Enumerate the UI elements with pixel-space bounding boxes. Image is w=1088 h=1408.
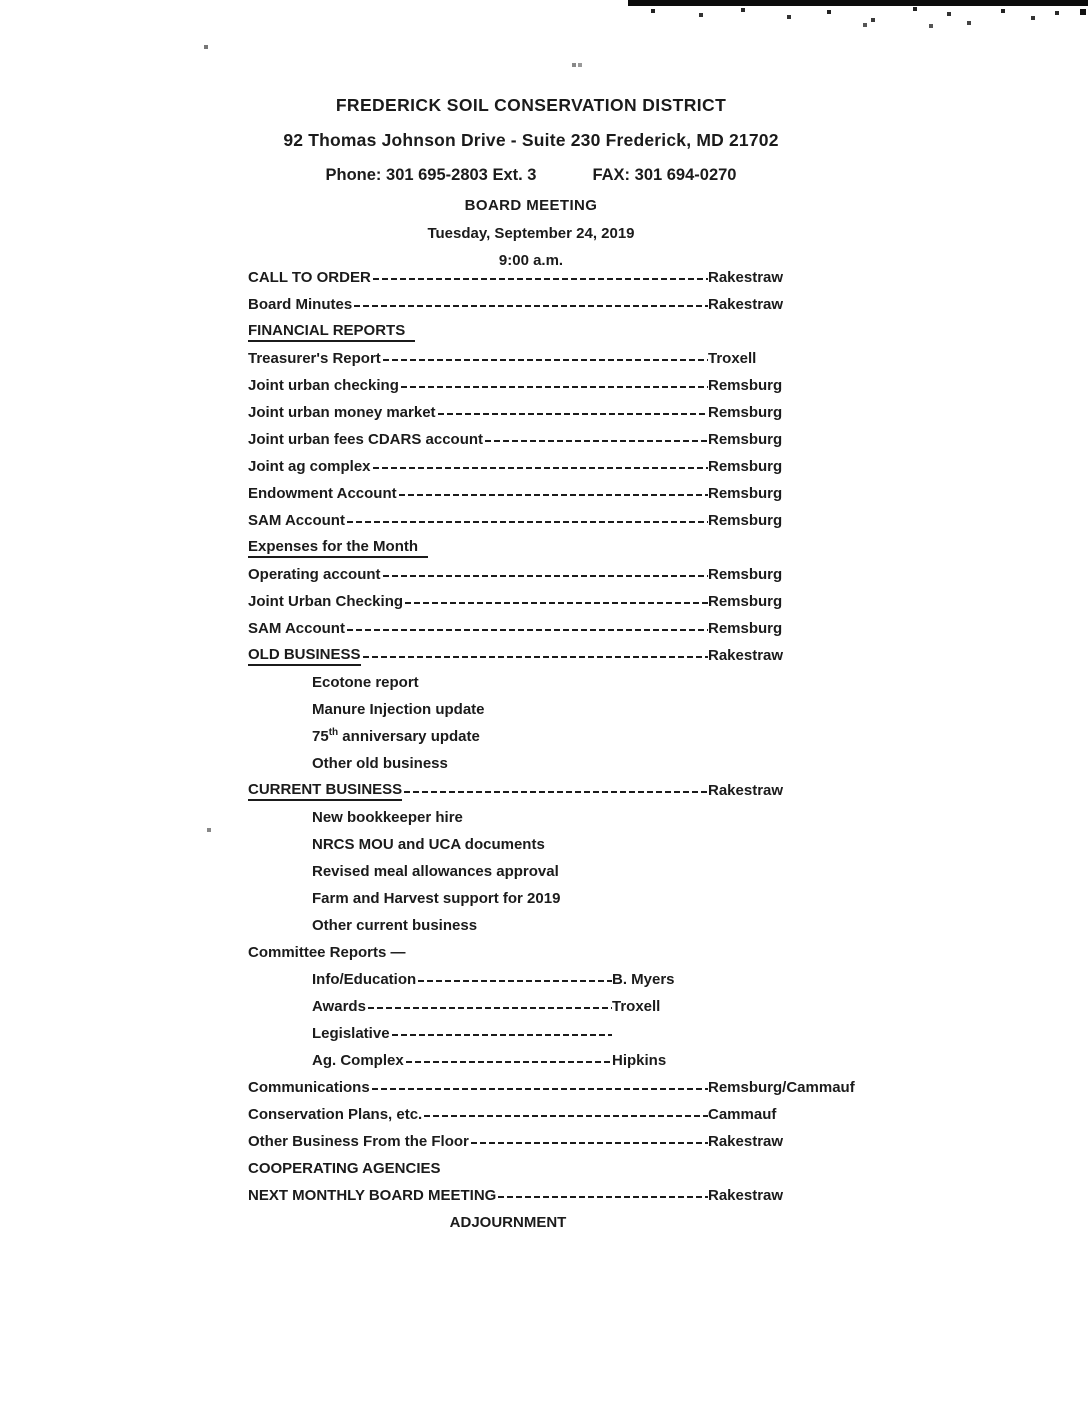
agenda-item-label: Conservation Plans, etc. xyxy=(248,1106,423,1123)
agenda-subitem-label: Other current business xyxy=(312,917,478,934)
agenda-line xyxy=(248,264,868,291)
agenda-lead xyxy=(248,646,708,666)
agenda-line xyxy=(248,885,868,912)
assignee-name: Cammauf xyxy=(708,1106,777,1123)
agenda-lead xyxy=(248,1187,708,1204)
agenda-lead xyxy=(312,1025,612,1042)
dashed-leader xyxy=(363,656,708,658)
agenda-lead xyxy=(312,998,612,1015)
agenda-lead xyxy=(248,485,708,502)
agenda-item-label: NEXT MONTHLY BOARD MEETING xyxy=(248,1187,497,1204)
agenda-item-label: Joint urban checking xyxy=(248,377,399,394)
agenda-line xyxy=(248,588,868,615)
agenda-subitem-label: Manure Injection update xyxy=(312,701,485,718)
contact-line xyxy=(0,158,1062,192)
adjournment-label: ADJOURNMENT xyxy=(449,1214,567,1231)
dashed-leader xyxy=(399,494,708,496)
agenda-lead xyxy=(248,458,708,475)
agenda-lead xyxy=(248,781,708,801)
assignee-name: Remsburg xyxy=(708,593,783,610)
dashed-leader xyxy=(418,980,612,982)
assignee-name: B. Myers xyxy=(612,971,675,988)
agenda-item-label: Communications xyxy=(248,1079,370,1096)
meeting-time: 9:00 a.m. xyxy=(498,252,564,269)
agenda-lead xyxy=(248,296,708,313)
assignee-name: Remsburg xyxy=(708,404,783,421)
agenda-line xyxy=(248,777,868,804)
agenda-line xyxy=(248,696,868,723)
assignee-name: Troxell xyxy=(612,998,661,1015)
agenda-line xyxy=(248,966,868,993)
agenda-line xyxy=(248,723,868,750)
dashed-leader xyxy=(372,1088,708,1090)
dashed-leader xyxy=(373,278,708,280)
agenda-line xyxy=(248,1209,868,1236)
dashed-leader xyxy=(485,440,708,442)
organization-address: 92 Thomas Johnson Drive - Suite 230 Frederick, MD 21702 xyxy=(283,130,779,150)
assignee-name: Remsburg xyxy=(708,566,783,583)
assignee-name: Hipkins xyxy=(612,1052,667,1069)
agenda-item-label: CURRENT BUSINESS xyxy=(248,781,402,801)
agenda-line xyxy=(248,372,868,399)
agenda-line xyxy=(248,534,868,561)
agenda-item-label: Info/Education xyxy=(312,971,417,988)
assignee-name: Remsburg xyxy=(708,431,783,448)
dashed-leader xyxy=(383,575,708,577)
assignee-name: Rakestraw xyxy=(708,647,784,664)
agenda-item-label: Other Business From the Floor xyxy=(248,1133,469,1150)
agenda-line xyxy=(248,1047,868,1074)
section-heading: FINANCIAL REPORTS xyxy=(248,322,415,342)
dashed-leader xyxy=(471,1142,708,1144)
assignee-name: Remsburg/Cammauf xyxy=(708,1079,855,1096)
agenda-item-label: Board Minutes xyxy=(248,296,353,313)
assignee-name: Remsburg xyxy=(708,512,783,529)
dashed-leader xyxy=(354,305,708,307)
agenda-line xyxy=(248,858,868,885)
agenda-lead xyxy=(248,566,708,583)
agenda-lead xyxy=(248,377,708,394)
agenda-line xyxy=(248,399,868,426)
agenda-line xyxy=(248,615,868,642)
agenda-line xyxy=(248,1155,868,1182)
agenda-item-label: Legislative xyxy=(312,1025,390,1042)
agenda-lead xyxy=(248,269,708,286)
agenda-item-label: Endowment Account xyxy=(248,485,397,502)
agenda-item-label: COOPERATING AGENCIES xyxy=(248,1160,441,1177)
agenda-lead xyxy=(248,1106,708,1123)
agenda-item-label: CALL TO ORDER xyxy=(248,269,371,286)
agenda-line xyxy=(248,1020,868,1047)
agenda-line xyxy=(248,669,868,696)
dashed-leader xyxy=(368,1007,612,1009)
agenda-lead xyxy=(248,1079,708,1096)
dashed-leader xyxy=(404,791,708,793)
agenda-item-label: OLD BUSINESS xyxy=(248,646,361,666)
agenda-item-label: Joint ag complex xyxy=(248,458,371,475)
assignee-name: Rakestraw xyxy=(708,1133,784,1150)
agenda-line xyxy=(248,291,868,318)
agenda-lead xyxy=(248,593,708,610)
agenda-lead xyxy=(248,350,708,367)
superscript: th xyxy=(328,727,339,738)
agenda-line xyxy=(248,939,868,966)
dashed-leader xyxy=(498,1196,708,1198)
agenda-line xyxy=(248,804,868,831)
agenda-item-label: SAM Account xyxy=(248,620,345,637)
agenda-line xyxy=(248,480,868,507)
dashed-leader xyxy=(401,386,708,388)
agenda-subitem-label: New bookkeeper hire xyxy=(312,809,463,826)
agenda-item-label: SAM Account xyxy=(248,512,345,529)
agenda-line xyxy=(248,993,868,1020)
agenda-item-label: Committee Reports — xyxy=(248,944,406,961)
agenda-lead xyxy=(248,431,708,448)
agenda-subitem-label: Revised meal allowances approval xyxy=(312,863,559,880)
organization-name: FREDERICK SOIL CONSERVATION DISTRICT xyxy=(335,95,727,115)
assignee-name: Troxell xyxy=(708,350,757,367)
agenda-lead xyxy=(312,971,612,988)
scan-artifact-bar xyxy=(628,0,1088,6)
agenda-line xyxy=(248,426,868,453)
agenda-item-label: Joint urban money market xyxy=(248,404,436,421)
dashed-leader xyxy=(347,521,708,523)
agenda-lead xyxy=(248,1133,708,1150)
assignee-name: Remsburg xyxy=(708,377,783,394)
agenda-lead xyxy=(248,620,708,637)
letterhead xyxy=(0,88,1062,274)
agenda-item-label: Operating account xyxy=(248,566,381,583)
phone-number: Phone: 301 695-2803 Ext. 3 xyxy=(325,166,537,184)
agenda-line xyxy=(248,453,868,480)
dashed-leader xyxy=(383,359,708,361)
dashed-leader xyxy=(424,1115,708,1117)
assignee-name: Rakestraw xyxy=(708,269,784,286)
dashed-leader xyxy=(347,629,708,631)
agenda-lead xyxy=(248,512,708,529)
agenda-line xyxy=(248,345,868,372)
assignee-name: Rakestraw xyxy=(708,1187,784,1204)
assignee-name: Remsburg xyxy=(708,485,783,502)
agenda-line xyxy=(248,507,868,534)
agenda-lead xyxy=(248,404,708,421)
agenda-subitem-label: Ecotone report xyxy=(312,674,419,691)
section-heading: Expenses for the Month xyxy=(248,538,428,558)
agenda-subitem-label: Farm and Harvest support for 2019 xyxy=(312,890,561,907)
agenda-item-label: Treasurer's Report xyxy=(248,350,381,367)
agenda-list xyxy=(248,264,868,1236)
agenda-line xyxy=(248,642,868,669)
agenda-line xyxy=(248,912,868,939)
agenda-item-label: Joint urban fees CDARS account xyxy=(248,431,484,448)
agenda-line xyxy=(248,750,868,777)
agenda-line xyxy=(248,561,868,588)
agenda-line xyxy=(248,1101,868,1128)
dashed-leader xyxy=(392,1034,612,1036)
agenda-line xyxy=(248,1074,868,1101)
agenda-line xyxy=(248,1128,868,1155)
meeting-type: BOARD MEETING xyxy=(464,197,598,214)
agenda-subitem-label: NRCS MOU and UCA documents xyxy=(312,836,545,853)
agenda-item-label: Awards xyxy=(312,998,366,1015)
dashed-leader xyxy=(438,413,708,415)
assignee-name: Rakestraw xyxy=(708,296,784,313)
meeting-date: Tuesday, September 24, 2019 xyxy=(427,225,635,242)
scan-artifact-speckles xyxy=(0,0,2,2)
assignee-name: Rakestraw xyxy=(708,782,784,799)
assignee-name: Remsburg xyxy=(708,458,783,475)
agenda-line xyxy=(248,318,868,345)
dashed-leader xyxy=(405,602,708,604)
agenda-subitem-label: 75th anniversary update xyxy=(312,727,480,745)
agenda-line xyxy=(248,831,868,858)
fax-number: FAX: 301 694-0270 xyxy=(592,166,737,184)
agenda-lead xyxy=(312,1052,612,1069)
agenda-line xyxy=(248,1182,868,1209)
agenda-subitem-label: Other old business xyxy=(312,755,448,772)
agenda-item-label: Ag. Complex xyxy=(312,1052,404,1069)
agenda-item-label: Joint Urban Checking xyxy=(248,593,404,610)
dashed-leader xyxy=(406,1061,612,1063)
dashed-leader xyxy=(373,467,708,469)
assignee-name: Remsburg xyxy=(708,620,783,637)
